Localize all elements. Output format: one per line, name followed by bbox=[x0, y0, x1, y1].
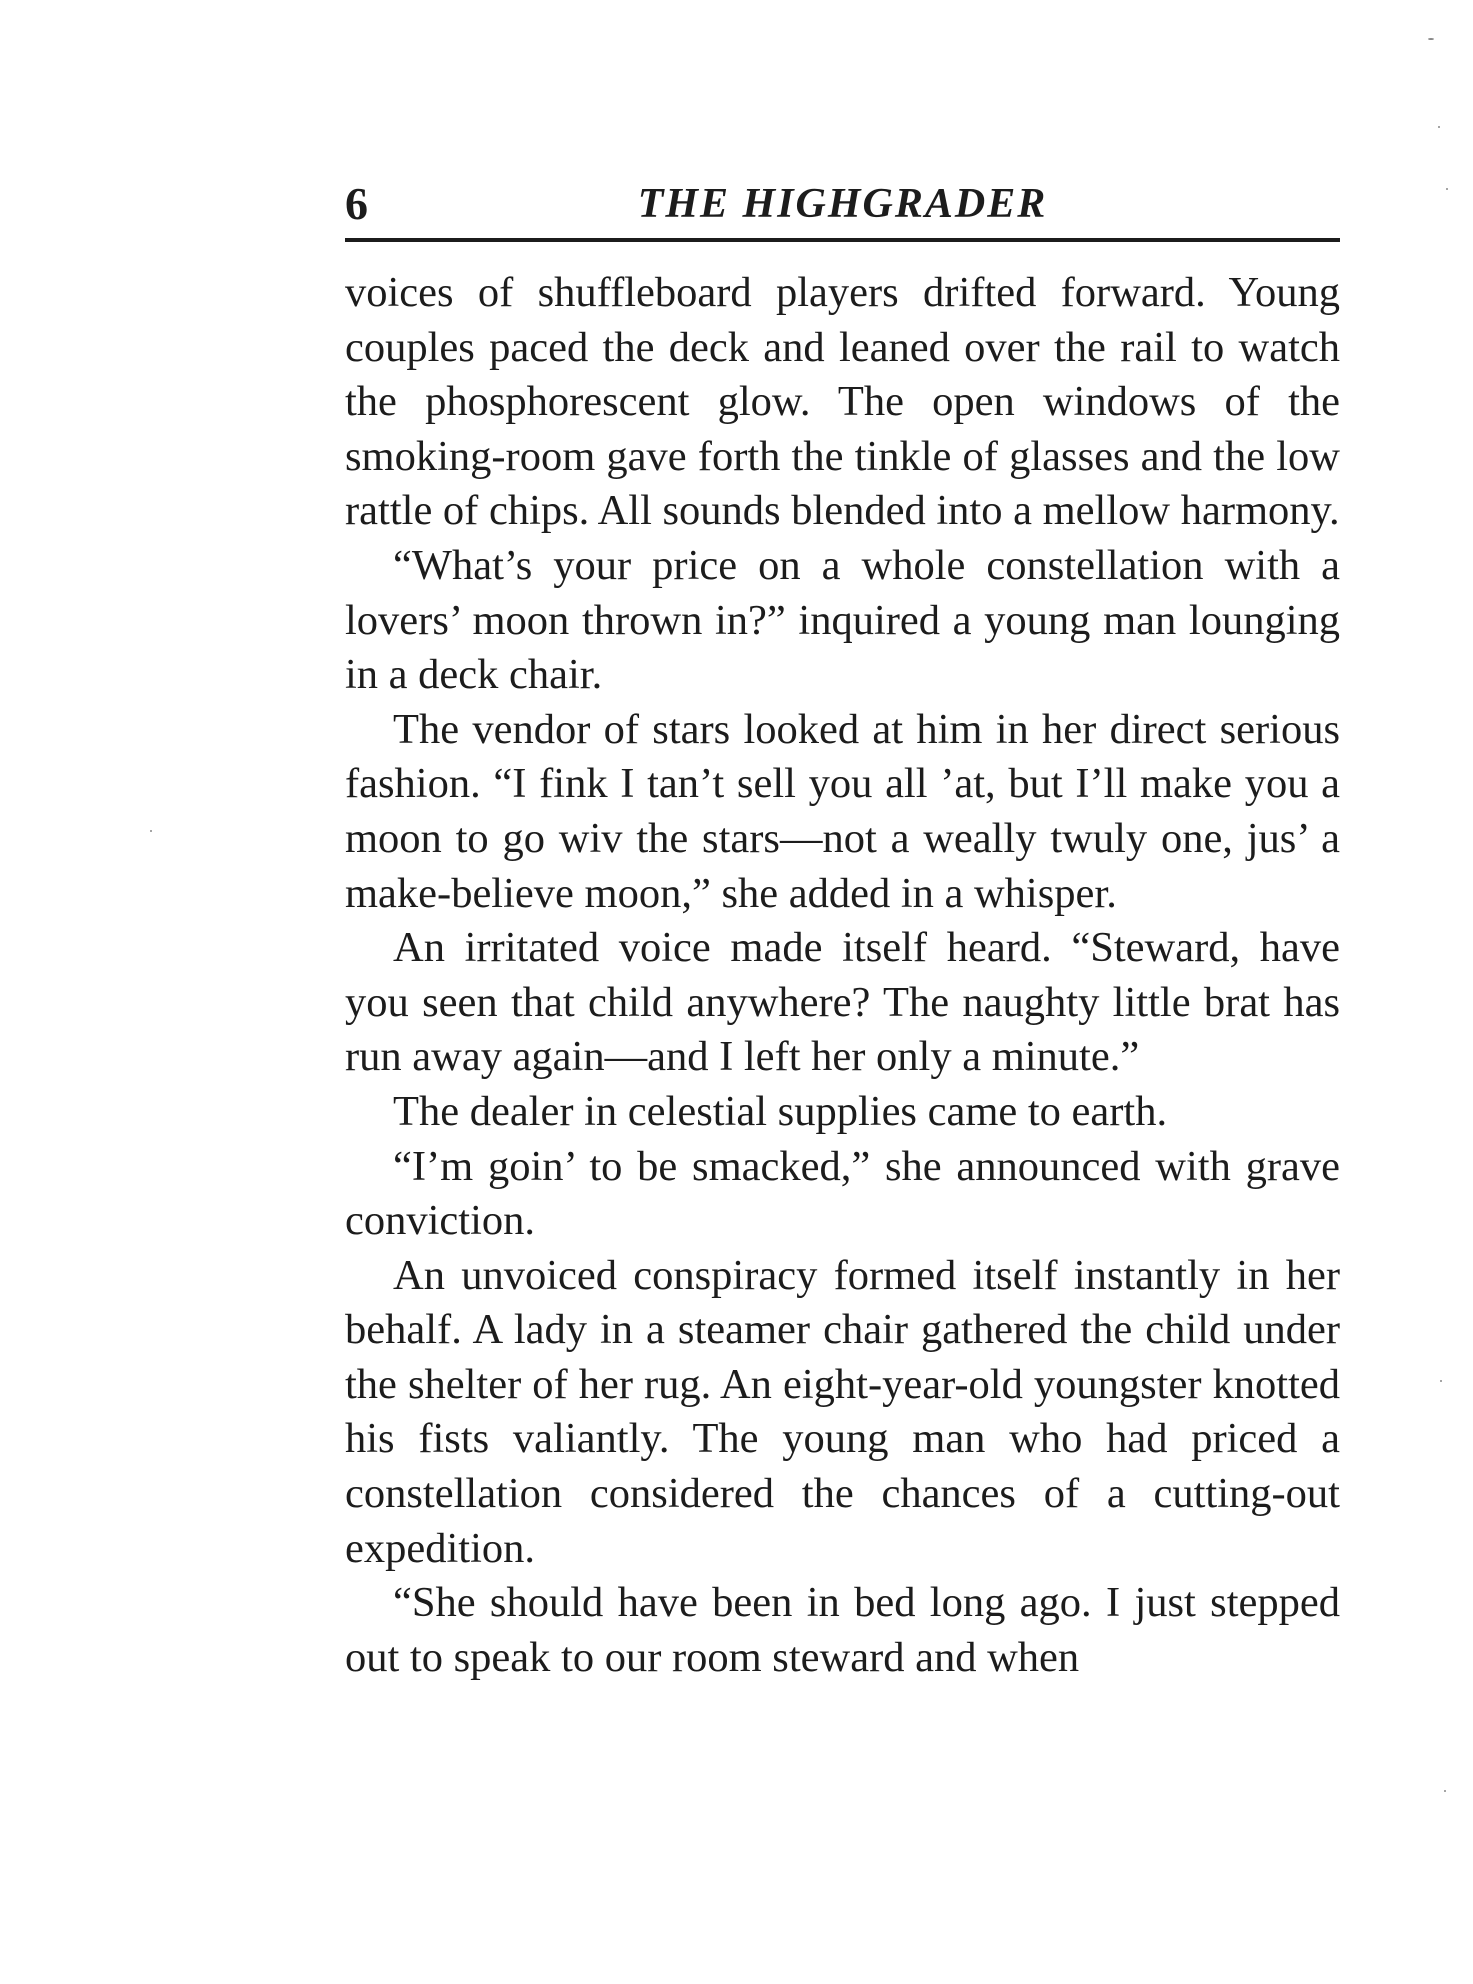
scan-speck bbox=[1444, 1790, 1446, 1792]
running-title: THE HIGHGRADER bbox=[637, 181, 1048, 227]
paragraph: The dealer in celestial supplies came to earth. bbox=[393, 1087, 1168, 1135]
scan-speck bbox=[1428, 38, 1434, 40]
paragraph: An irritated voice made itself heard. “Steward, have you seen that child anywhere? The naughty little brat has run away again—and I left her only a minute.” bbox=[345, 924, 1340, 1081]
paragraph: “She should have been in bed long ago. I just stepped out to speak to our room steward and when bbox=[345, 1579, 1340, 1681]
body-text bbox=[345, 266, 1340, 1685]
scan-speck bbox=[1440, 1380, 1442, 1382]
paragraph: voices of shuffleboard players drifted forward. Young couples paced the deck and leaned over the rail to watch the phosphorescent glow. The open windows of the smoking-room gave forth the tinkle of glasses and the low rattle of chips. All sounds blended into a mellow harmony. bbox=[345, 269, 1340, 535]
paragraph: “I’m goin’ to be smacked,” she announced with grave conviction. bbox=[345, 1142, 1340, 1245]
paragraph: The vendor of stars looked at him in her direct serious fashion. “I fink I tan’t sell you all ’at, but I’ll make you a moon to go wiv the stars—not a weally twuly one, jus’ a make-believe moon,” she added in a whisper. bbox=[345, 705, 1340, 917]
running-header bbox=[345, 178, 1340, 238]
paragraph: An unvoiced conspiracy formed itself instantly in her behalf. A lady in a steamer chair gathered the child under the shelter of her rug. An eight-year-old youngster knotted his fists valiantly. The young man who had priced a constellation considered the chances of a cutting-out expedition. bbox=[345, 1251, 1340, 1572]
page-number: 6 bbox=[345, 178, 368, 229]
paragraph: “What’s your price on a whole constellation with a lovers’ moon thrown in?” inquired a young man lounging in a deck chair. bbox=[345, 541, 1340, 699]
scan-speck bbox=[150, 830, 152, 832]
header-rule bbox=[345, 238, 1340, 242]
scan-speck bbox=[1438, 126, 1440, 128]
scan-speck bbox=[1446, 188, 1448, 190]
